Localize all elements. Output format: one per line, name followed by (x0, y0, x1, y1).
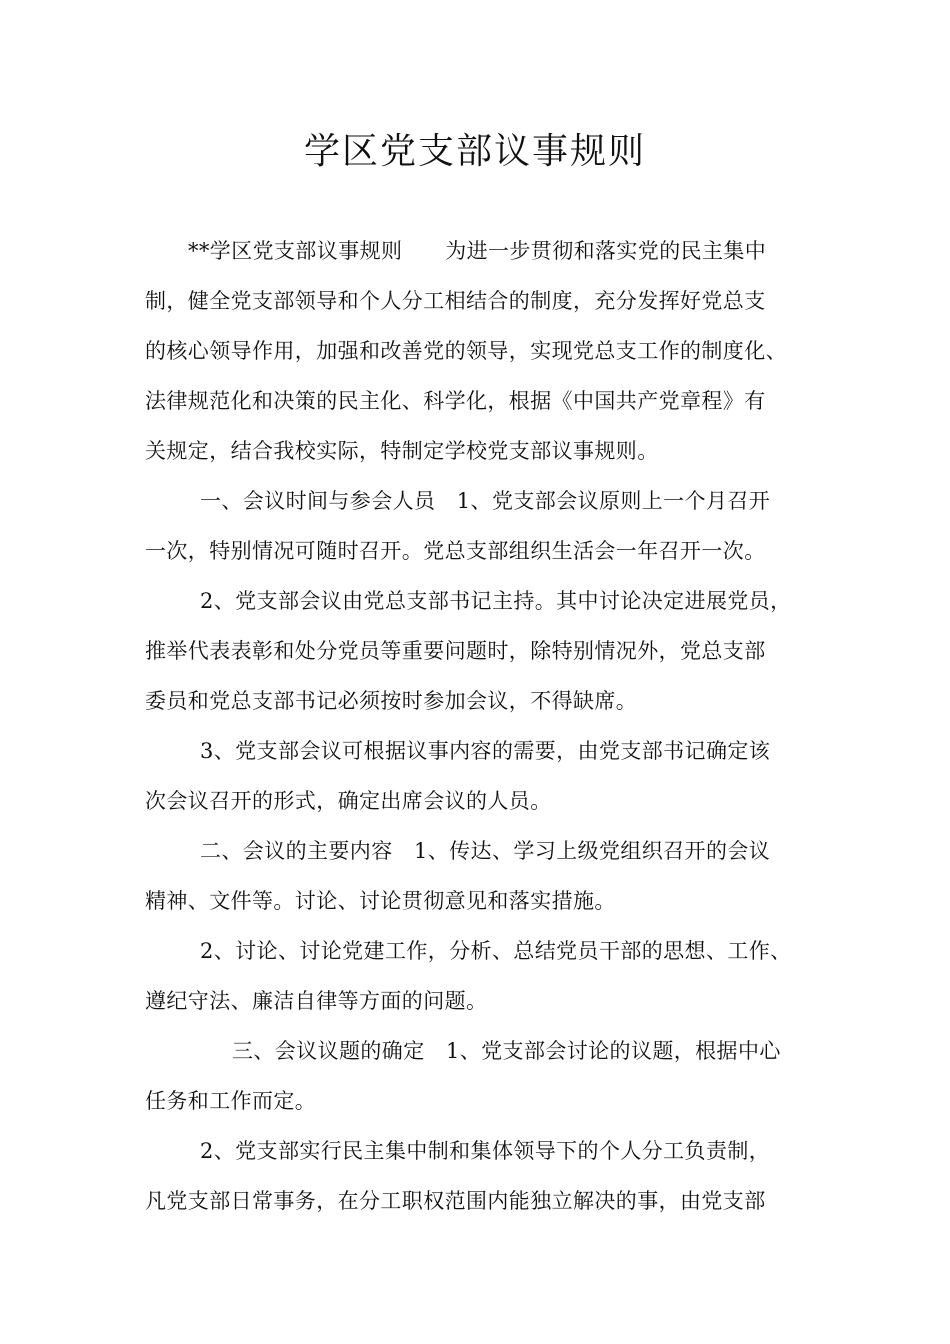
paragraph-line: 委员和党总支部书记必须按时参加会议，不得缺席。 (145, 689, 638, 713)
paragraph-line: 的核心领导作用，加强和改善党的领导，实现党总支工作的制度化、 (145, 339, 787, 363)
paragraph-line: 2、讨论、讨论党建工作，分析、总结党员干部的思想、工作、 (200, 939, 792, 963)
paragraph-line: **学区党支部议事规则 为进一步贯彻和落实党的民主集中 (188, 239, 767, 263)
paragraph-line: 法律规范化和决策的民主化、科学化，根据《中国共产党章程》有 (145, 389, 766, 413)
paragraph-line: 凡党支部日常事务，在分工职权范围内能独立解决的事，由党支部 (145, 1189, 766, 1213)
document-title: 学区党支部议事规则 (303, 131, 646, 172)
paragraph-line: 次会议召开的形式，确定出席会议的人员。 (145, 789, 552, 813)
paragraph-line: 推举代表表彰和处分党员等重要问题时，除特别情况外，党总支部 (145, 639, 766, 663)
paragraph-line: 精神、文件等。讨论、讨论贯彻意见和落实措施。 (145, 889, 616, 913)
paragraph-line: 3、党支部会议可根据议事内容的需要，由党支部书记确定该 (200, 739, 771, 763)
paragraph-line: 关规定，结合我校实际，特制定学校党支部议事规则。 (145, 439, 659, 463)
paragraph-line: 任务和工作而定。 (145, 1089, 317, 1113)
paragraph-line: 制，健全党支部领导和个人分工相结合的制度，充分发挥好党总支 (145, 289, 766, 313)
paragraph-line: 一次，特别情况可随时召开。党总支部组织生活会一年召开一次。 (145, 539, 766, 563)
paragraph-line: 遵纪守法、廉洁自律等方面的问题。 (145, 989, 488, 1013)
paragraph-line: 一、会议时间与参会人员 1、党支部会议原则上一个月召开 (200, 489, 771, 513)
paragraph-line: 2、党支部实行民主集中制和集体领导下的个人分工负责制， (200, 1139, 771, 1163)
paragraph-line: 三、会议议题的确定 1、党支部会讨论的议题，根据中心 (232, 1039, 781, 1063)
paragraph-line: 二、会议的主要内容 1、传达、学习上级党组织召开的会议 (200, 839, 771, 863)
paragraph-line: 2、党支部会议由党总支部书记主持。其中讨论决定进展党员， (200, 589, 792, 613)
